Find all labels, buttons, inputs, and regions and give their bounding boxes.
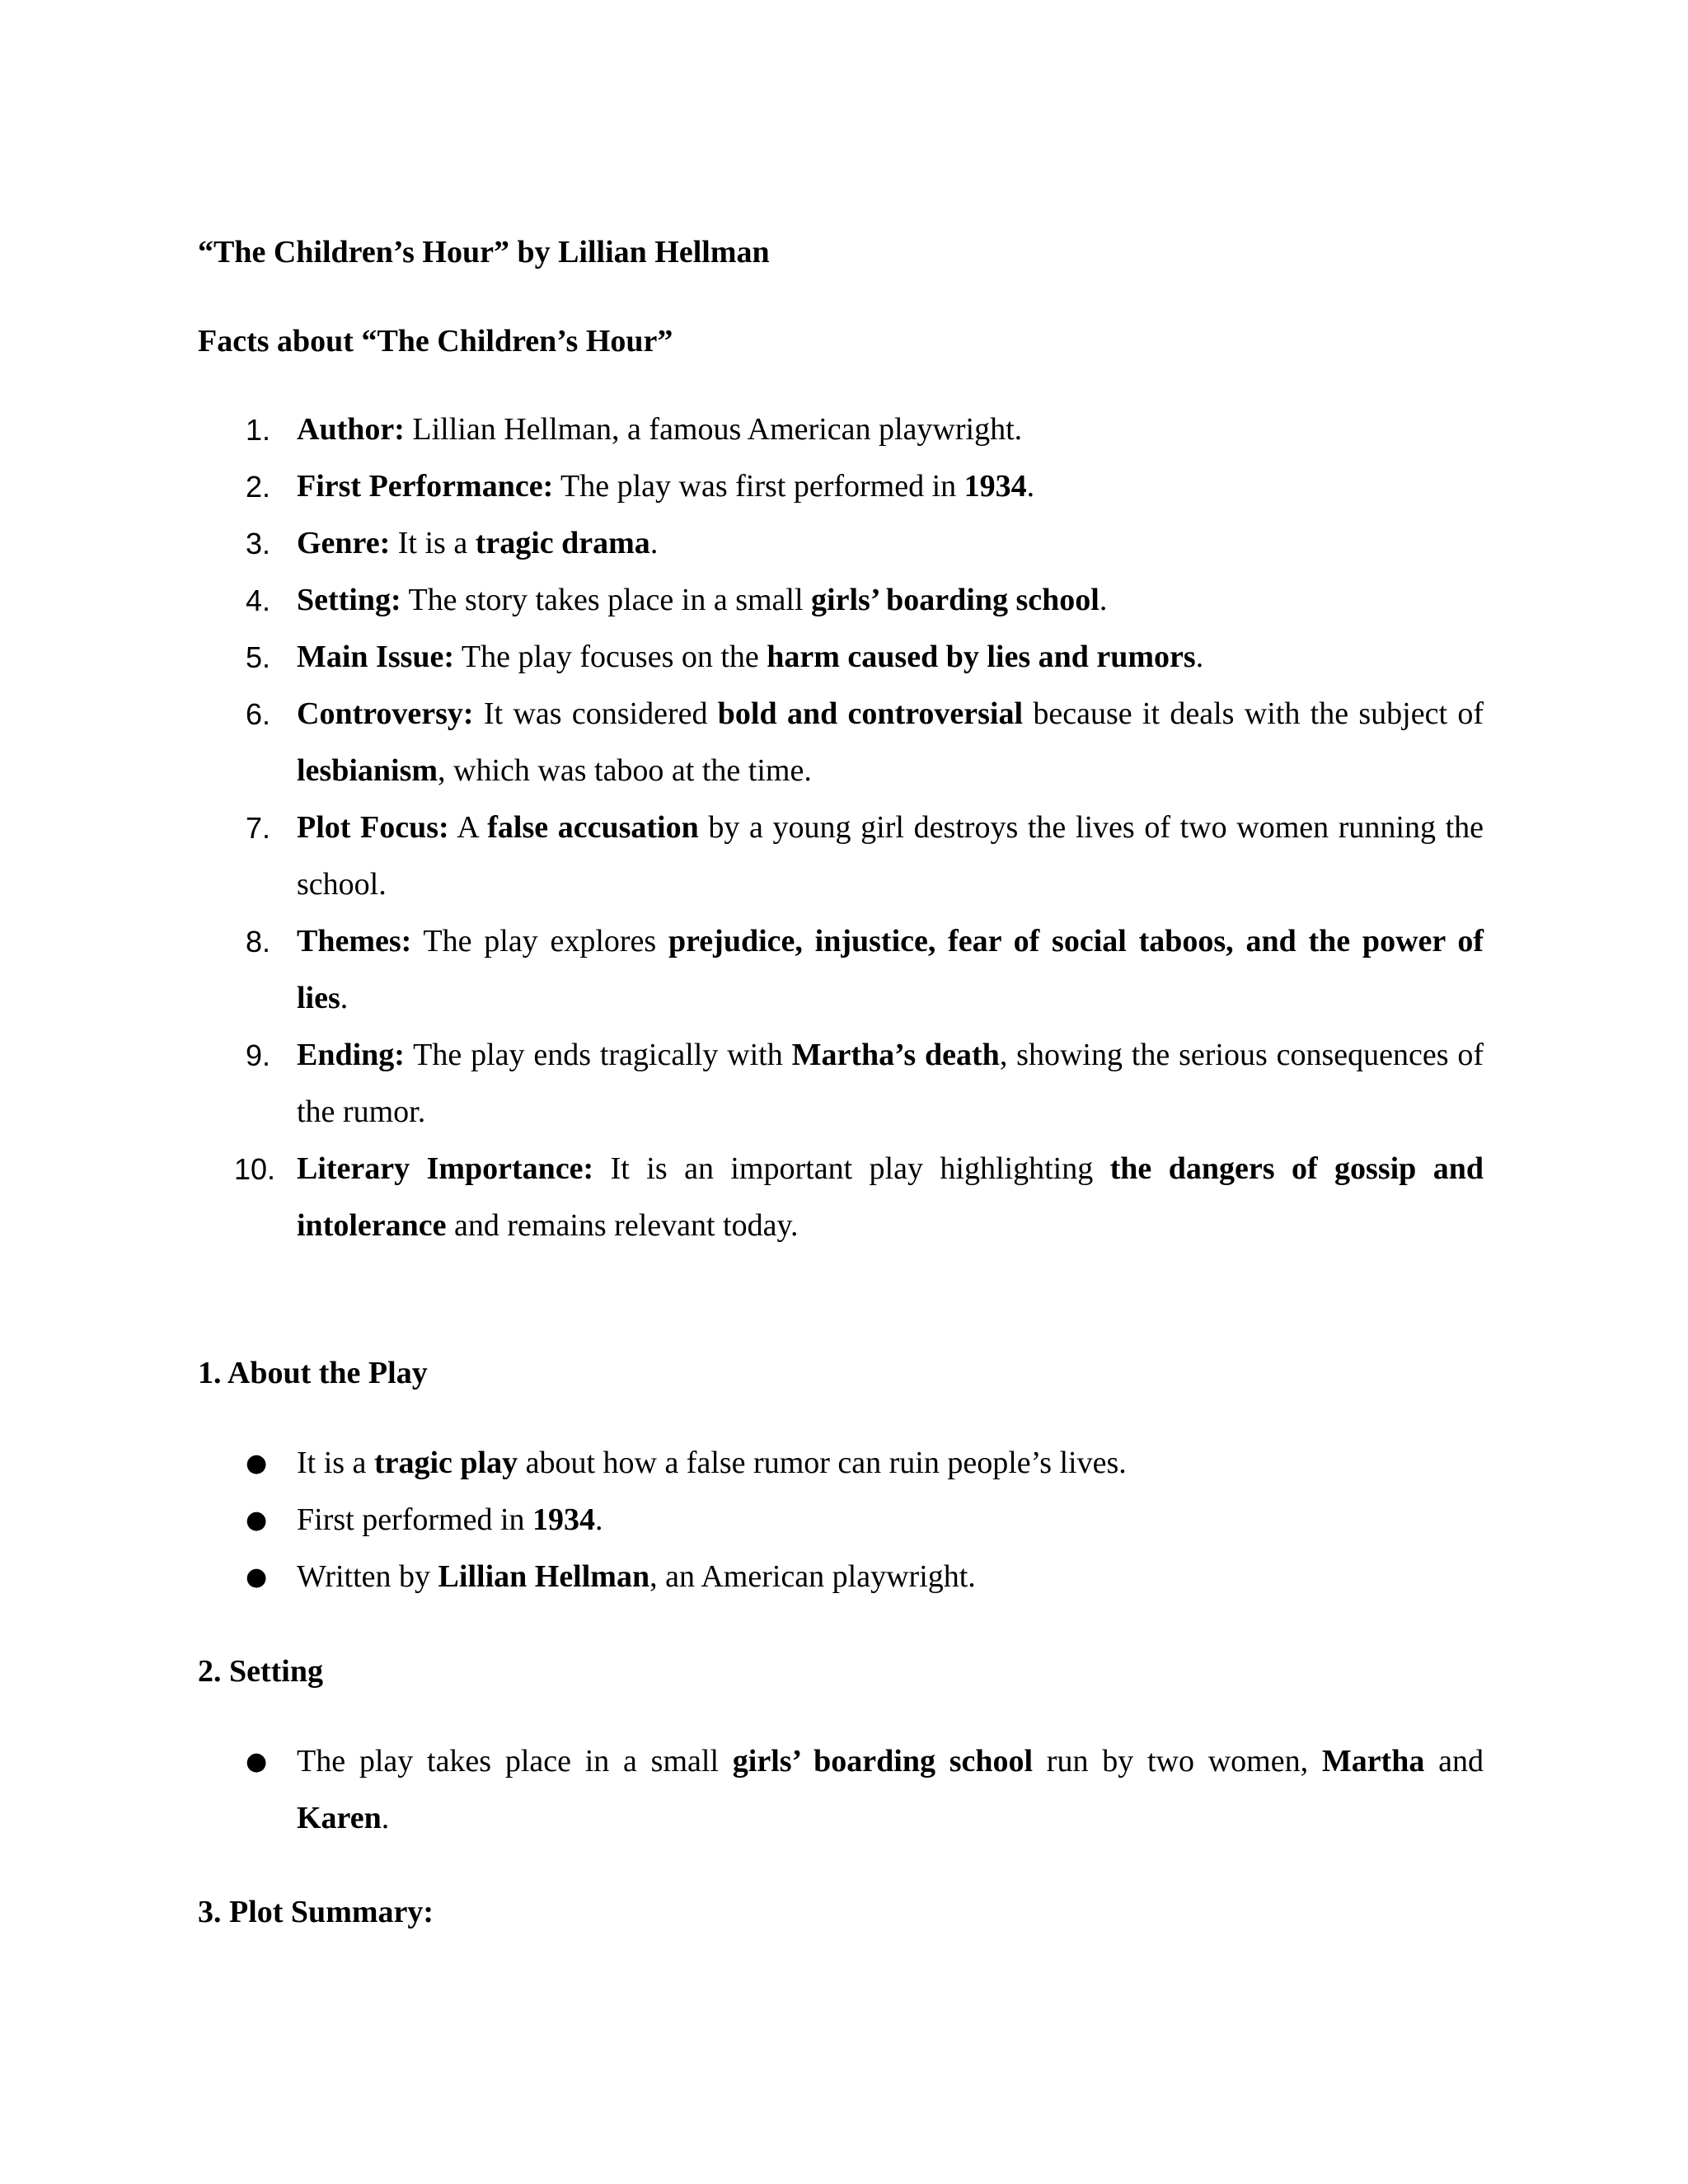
list-item (198, 515, 1484, 572)
fact-text: It is a (390, 526, 476, 560)
fact-text: A (448, 810, 488, 845)
list-item (198, 1027, 1484, 1141)
bullet-icon: ● (246, 1449, 268, 1478)
bullet-text: It is a (297, 1446, 374, 1480)
fact-text: It is an important play highlighting (593, 1151, 1110, 1186)
fact-emphasis: tragic drama (475, 526, 650, 560)
bullet-icon: ● (246, 1506, 268, 1535)
fact-label: Controversy: (297, 696, 474, 731)
section-heading-plot-summary: 3. Plot Summary: (198, 1895, 434, 1929)
bullet-text: First performed in (297, 1502, 533, 1537)
fact-emphasis: the dangers of gossip and intolerance (297, 1151, 1484, 1243)
list-item (198, 458, 1484, 515)
section-heading-setting: 2. Setting (198, 1654, 323, 1689)
list-item (198, 686, 1484, 799)
fact-label: Plot Focus: (297, 810, 449, 845)
fact-emphasis: false accusation (487, 810, 699, 845)
facts-heading: Facts about “The Children’s Hour” (198, 324, 673, 359)
facts-list (198, 401, 1484, 1254)
list-item (198, 1733, 1484, 1847)
list-item (198, 629, 1484, 686)
fact-text: . (1026, 469, 1035, 504)
fact-label: Main Issue: (297, 640, 455, 674)
fact-emphasis: bold and controversial (717, 696, 1024, 731)
fact-text: . (649, 526, 659, 560)
fact-label: Author: (297, 412, 405, 447)
fact-label: Setting: (297, 583, 401, 617)
bullet-emphasis: Martha (1321, 1744, 1425, 1779)
fact-text: . (1099, 583, 1108, 617)
list-number: 9. (246, 1038, 271, 1072)
fact-text: because it deals with the subject of (1023, 696, 1484, 731)
fact-text: The play ends tragically with (404, 1038, 792, 1072)
fact-label: Genre: (297, 526, 391, 560)
list-number: 8. (246, 925, 271, 958)
list-number: 3. (246, 527, 271, 560)
fact-text: It was considered (473, 696, 718, 731)
fact-text: . (1195, 640, 1204, 674)
about-bullet-list (198, 1435, 1484, 1605)
fact-text: Lillian Hellman, a famous American playwright. (404, 412, 1023, 447)
section-heading-about: 1. About the Play (198, 1356, 428, 1390)
setting-bullet-list (198, 1733, 1484, 1847)
fact-emphasis: harm caused by lies and rumors (767, 640, 1196, 674)
list-item (198, 1141, 1484, 1254)
bullet-text: . (381, 1801, 390, 1835)
list-number: 10. (234, 1152, 276, 1186)
fact-emphasis: 1934 (964, 469, 1027, 504)
bullet-emphasis: Karen (297, 1801, 382, 1835)
fact-emphasis: lesbianism (297, 753, 438, 788)
bullet-text: about how a false rumor can ruin people’s lives. (518, 1446, 1127, 1480)
bullet-text: . (595, 1502, 603, 1537)
list-number: 2. (246, 470, 271, 504)
fact-text: The story takes place in a small (401, 583, 812, 617)
bullet-emphasis: girls’ boarding school (732, 1744, 1034, 1779)
fact-text: , which was taboo at the time. (438, 753, 812, 788)
list-number: 5. (246, 640, 271, 674)
list-number: 6. (246, 697, 271, 731)
fact-label: Ending: (297, 1038, 405, 1072)
list-number: 1. (246, 413, 271, 447)
bullet-icon: ● (246, 1563, 268, 1591)
fact-label: First Performance: (297, 469, 554, 504)
bullet-emphasis: 1934 (532, 1502, 596, 1537)
fact-text: and remains relevant today. (446, 1208, 799, 1243)
list-item (198, 913, 1484, 1027)
fact-text: , showing the serious consequences of the rumor. (297, 1038, 1484, 1129)
fact-text: The play focuses on the (454, 640, 767, 674)
bullet-text: and (1424, 1744, 1484, 1779)
bullet-text: The play takes place in a small (297, 1744, 733, 1779)
bullet-text: Written by (297, 1559, 438, 1594)
fact-emphasis: Martha’s death (791, 1038, 1000, 1072)
list-item (198, 1435, 1484, 1492)
fact-emphasis: girls’ boarding school (811, 583, 1100, 617)
document-title: “The Children’s Hour” by Lillian Hellman (198, 235, 770, 269)
fact-emphasis: prejudice, injustice, fear of social taboos, and the power of lies (297, 924, 1484, 1015)
list-item (198, 1549, 1484, 1605)
list-item (198, 401, 1484, 458)
fact-label: Themes: (297, 924, 412, 958)
list-item (198, 572, 1484, 629)
fact-text: The play was first performed in (553, 469, 964, 504)
bullet-text: , an American playwright. (649, 1559, 976, 1594)
list-number: 7. (246, 811, 271, 845)
bullet-emphasis: tragic play (373, 1446, 518, 1480)
fact-text: by a young girl destroys the lives of two women running the school. (297, 810, 1484, 902)
fact-text: . (340, 981, 349, 1015)
fact-text: The play explores (411, 924, 668, 958)
fact-label: Literary Importance: (297, 1151, 594, 1186)
list-item (198, 1492, 1484, 1549)
bullet-emphasis: Lillian Hellman (438, 1559, 650, 1594)
bullet-text: run by two women, (1033, 1744, 1322, 1779)
bullet-icon: ● (246, 1747, 268, 1776)
list-number: 4. (246, 583, 271, 617)
list-item (198, 799, 1484, 913)
